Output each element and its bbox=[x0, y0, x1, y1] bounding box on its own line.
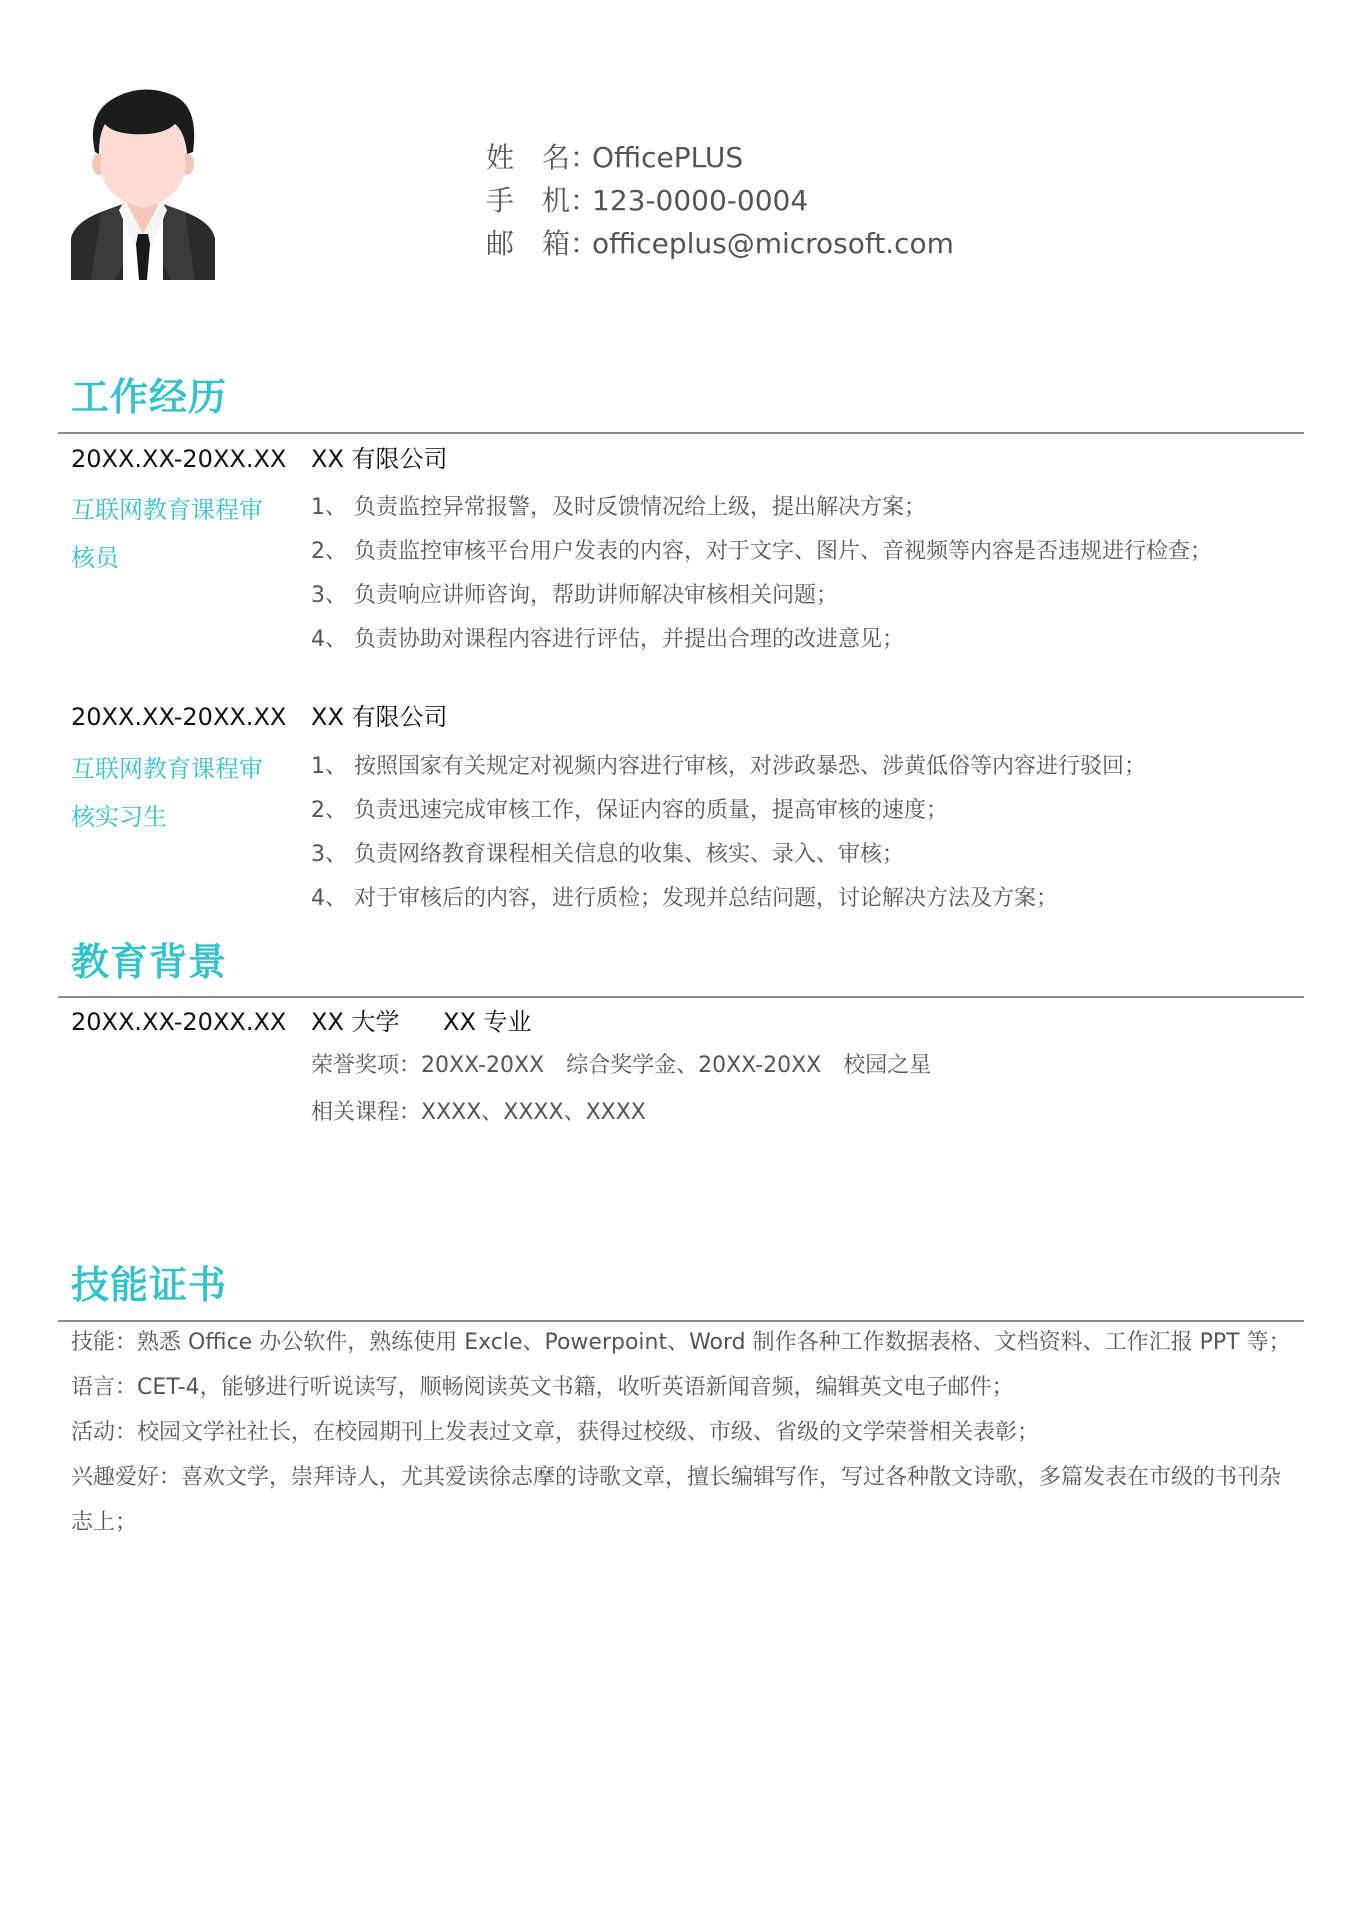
skill-line: 语言：CET-4，能够进行听说读写，顺畅阅读英文书籍，收听英语新闻音频，编辑英文电子邮件； bbox=[71, 1375, 1014, 1400]
duty-item: 3、 负责响应讲师咨询，帮助讲师解决审核相关问题； bbox=[311, 583, 838, 608]
work-divider bbox=[58, 432, 1304, 434]
skill-line: 技能：熟悉 Office 办公软件，熟练使用 Excle、Powerpoint、Word 制作各种工作数据表格、文档资料、工作汇报 PPT 等； bbox=[71, 1330, 1291, 1355]
education-school: XX 大学 bbox=[311, 1008, 400, 1036]
contact-info bbox=[486, 136, 954, 265]
job-2-date: 20XX.XX-20XX.XX bbox=[71, 703, 287, 731]
duty-item: 4、 对于审核后的内容，进行质检；发现并总结问题，讨论解决方法及方案； bbox=[311, 886, 1058, 911]
duty-item: 2、 负责迅速完成审核工作，保证内容的质量，提高审核的速度； bbox=[311, 798, 948, 823]
duty-item: 2、 负责监控审核平台用户发表的内容，对于文字、图片、音视频等内容是否违规进行检查； bbox=[311, 539, 1212, 564]
phone-row bbox=[486, 179, 954, 222]
job-2-role: 互联网教育课程审核实习生 bbox=[71, 755, 263, 831]
name-label: 姓 名： bbox=[486, 141, 599, 174]
job-1-date: 20XX.XX-20XX.XX bbox=[71, 445, 287, 473]
duty-item: 1、 负责监控异常报警，及时反馈情况给上级，提出解决方案； bbox=[311, 495, 926, 520]
duty-item: 1、 按照国家有关规定对视频内容进行审核，对涉政暴恐、涉黄低俗等内容进行驳回； bbox=[311, 754, 1146, 779]
education-major: XX 专业 bbox=[443, 1008, 532, 1036]
skills-section-title: 技能证书 bbox=[71, 1263, 228, 1307]
name-row bbox=[486, 136, 954, 179]
avatar bbox=[71, 88, 215, 280]
education-divider bbox=[58, 996, 1304, 998]
education-courses: 相关课程：XXXX、XXXX、XXXX bbox=[311, 1100, 646, 1125]
work-section-title: 工作经历 bbox=[71, 375, 228, 419]
person-icon bbox=[71, 88, 215, 280]
job-2-company: XX 有限公司 bbox=[311, 703, 448, 731]
duty-item: 3、 负责网络教育课程相关信息的收集、核实、录入、审核； bbox=[311, 842, 904, 867]
job-1-role: 互联网教育课程审核员 bbox=[71, 496, 263, 572]
job-1-company: XX 有限公司 bbox=[311, 445, 448, 473]
phone-value: 123-0000-0004 bbox=[592, 184, 809, 217]
skill-line: 活动：校园文学社社长，在校园期刊上发表过文章，获得过校级、市级、省级的文学荣誉相关表彰； bbox=[71, 1420, 1040, 1445]
name-value: OfficePLUS bbox=[592, 141, 744, 174]
education-section-title: 教育背景 bbox=[71, 940, 228, 984]
job-2-duties bbox=[311, 745, 1146, 921]
education-date: 20XX.XX-20XX.XX bbox=[71, 1008, 287, 1036]
job-1-duties bbox=[311, 486, 1212, 662]
email-value: officeplus@microsoft.com bbox=[592, 227, 954, 260]
education-honors: 荣誉奖项：20XX-20XX 综合奖学金、20XX-20XX 校园之星 bbox=[311, 1053, 932, 1078]
duty-item: 4、 负责协助对课程内容进行评估，并提出合理的改进意见； bbox=[311, 627, 904, 652]
email-label: 邮 箱： bbox=[486, 227, 599, 260]
skill-line: 兴趣爱好：喜欢文学，崇拜诗人，尤其爱读徐志摩的诗歌文章，擅长编辑写作，写过各种散文诗歌，多篇发表在市级的书刊杂志上； bbox=[71, 1465, 1282, 1535]
phone-label: 手 机： bbox=[486, 184, 599, 217]
email-row bbox=[486, 222, 954, 265]
skills-list bbox=[71, 1320, 1301, 1545]
